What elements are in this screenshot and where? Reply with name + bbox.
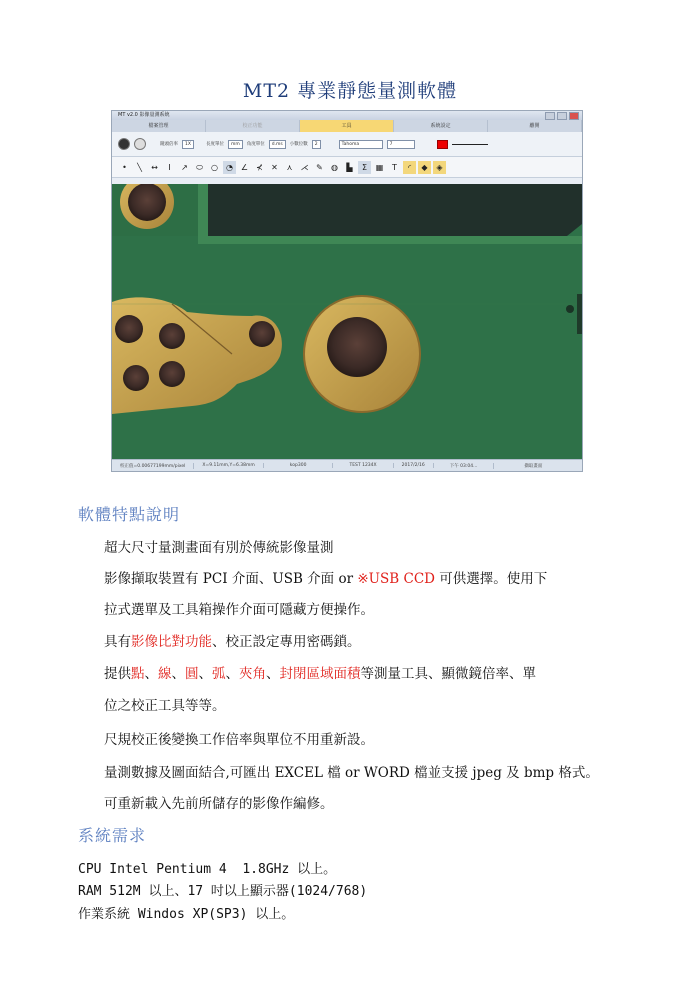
tab-settings[interactable]: 系統設定 [394, 120, 488, 132]
three-point-angle-tool-icon[interactable]: ⋏ [286, 162, 293, 172]
status-bar [112, 459, 582, 471]
point-line-tool-icon[interactable]: ↗ [181, 162, 188, 172]
capture-screen-link[interactable]: 擷取畫面 [524, 463, 543, 469]
feature-line-7: 尺規校正後變換工作倍率與單位不用重新設。 [104, 732, 374, 748]
line-style-select[interactable] [452, 144, 488, 145]
angle-unit-label: 角度單位 [246, 142, 265, 147]
window-title: MT v2.0 影像量測系統 [118, 112, 170, 118]
section-heading-features: 軟體特點說明 [78, 505, 181, 524]
point-tool-icon[interactable]: • [122, 162, 127, 172]
grid-tool-icon[interactable]: ▦ [375, 162, 384, 172]
vertical-distance-tool-icon[interactable]: I [168, 162, 171, 172]
options-bar [112, 132, 582, 157]
feature-line-4: 具有影像比對功能、校正設定專用密碼鎖。 [104, 634, 361, 650]
status-device: kop300 [264, 463, 334, 468]
tab-exit[interactable]: 離開 [488, 120, 582, 132]
requirement-os: 作業系統 Windos XP(SP3) 以上。 [78, 907, 295, 922]
region-tool-icon[interactable]: ◍ [331, 162, 338, 172]
length-unit-select[interactable]: mm [228, 140, 243, 149]
pcb-image-viewport[interactable] [112, 184, 582, 460]
sum-tool-icon[interactable]: Σ [358, 161, 371, 174]
maximize-button[interactable] [557, 112, 567, 120]
feature-line-1: 超大尺寸量測畫面有別於傳統影像量測 [104, 540, 334, 556]
cross-angle-tool-icon[interactable]: ✕ [271, 162, 278, 172]
requirement-cpu: CPU Intel Pentium 4 1.8GHz 以上。 [78, 862, 337, 877]
font-size-select[interactable]: 7 [387, 140, 415, 149]
status-coordinates: X=9.11mm,Y=6.38mm [194, 463, 263, 468]
pcb-micrograph [112, 184, 582, 460]
menu-tabs [112, 120, 582, 132]
tab-tools[interactable]: 工具 [300, 120, 394, 132]
page-title: MT2 專業靜態量測軟體 [242, 80, 458, 102]
section-heading-requirements: 系統需求 [78, 826, 147, 845]
feature-line-9: 可重新載入先前所儲存的影像作編修。 [104, 796, 334, 812]
ruler-tool-icon[interactable]: ▙ [346, 162, 353, 172]
software-screenshot [111, 110, 583, 472]
decimal-stepper[interactable]: 2 [312, 140, 321, 149]
distance-tool-icon[interactable]: ↔ [151, 162, 158, 172]
feature-line-8: 量測數據及圖面結合,可匯出 EXCEL 檔 or WORD 檔並支援 jpeg 及 bmp 格式。 [104, 765, 599, 781]
color-swatch[interactable] [437, 140, 448, 149]
minimize-button[interactable] [545, 112, 555, 120]
status-test: TEST 1234X [333, 463, 393, 468]
status-date: 2017/2/16 [394, 463, 434, 468]
arc-tool-icon[interactable]: ◔ [223, 161, 236, 174]
pen-tool-icon[interactable]: ✎ [316, 162, 323, 172]
line-tool-icon[interactable]: ╲ [137, 162, 142, 172]
feature-line-2: 影像擷取裝置有 PCI 介面、USB 介面 or ※USB CCD 可供選擇。使用下 [104, 571, 548, 587]
angle-lines-tool-icon[interactable]: ⊀ [256, 162, 263, 172]
pick-tool-icon[interactable]: ◜ [403, 161, 416, 174]
angle-tool-icon[interactable]: ∠ [240, 162, 249, 172]
pause-button[interactable] [134, 138, 146, 150]
feature-line-3: 拉式選單及工具箱操作介面可隱藏方便操作。 [104, 602, 374, 618]
requirement-ram: RAM 512M 以上、17 吋以上顯示器(1024/768) [78, 884, 368, 899]
eraser-tool-icon[interactable]: ◈ [433, 161, 446, 174]
feature-line-6: 位之校正工具等等。 [104, 698, 226, 714]
zoom-label: 鏡頭倍率 [160, 142, 178, 147]
status-calibration: 校正值=0.00677199mm/pixel [112, 463, 194, 469]
window-controls [545, 112, 579, 120]
tab-calibration[interactable]: 校正功能 [206, 120, 300, 132]
angle-unit-select[interactable]: d.ms [269, 140, 286, 149]
font-select[interactable]: Tahoma [339, 140, 383, 149]
length-unit-label: 長度單位 [205, 142, 224, 147]
zoom-select[interactable]: 1X [182, 140, 194, 149]
bisect-tool-icon[interactable]: ⋌ [300, 162, 309, 172]
capture-button[interactable] [118, 138, 130, 150]
tab-file[interactable]: 檔案管理 [112, 120, 206, 132]
close-button[interactable] [569, 112, 579, 120]
text-tool-icon[interactable]: T [392, 162, 397, 172]
decimal-label: 小數位數 [289, 142, 308, 147]
circle-tool-icon[interactable]: ○ [211, 162, 218, 172]
status-time: 下午 03:04... [434, 463, 495, 469]
window-title-bar [112, 111, 582, 120]
ellipse-tool-icon[interactable]: ⬭ [196, 162, 203, 172]
fill-tool-icon[interactable]: ◆ [418, 161, 431, 174]
feature-line-5: 提供點、線、圓、弧、夾角、封閉區域面積等測量工具、顯微鏡倍率、單 [104, 666, 536, 682]
tool-bar [112, 157, 582, 178]
